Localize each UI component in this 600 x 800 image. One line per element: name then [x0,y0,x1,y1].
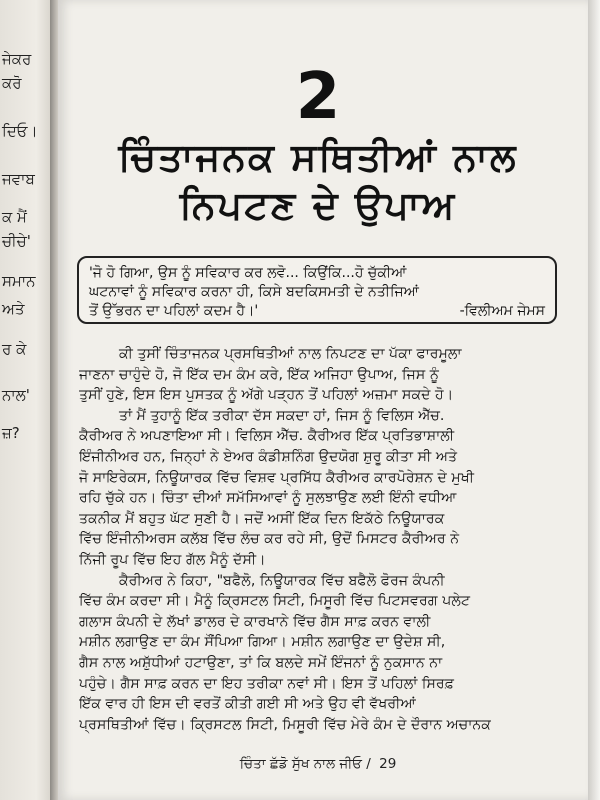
paragraph-line: ਵਿੱਚ ਕੰਮ ਕਰਦਾ ਸੀ। ਮੈਨੂੰ ਕ੍ਰਿਸਟਲ ਸਿਟੀ, ਮਿਸੂਰੀ ਵਿੱਚ ਪਿਟਸਵਰਗ ਪਲੇਟ [79,593,471,610]
paragraph-line: ਪਹੁੰਚੇ। ਗੈਸ ਸਾਫ਼ ਕਰਨ ਦਾ ਇਹ ਤਰੀਕਾ ਨਵਾਂ ਸੀ। ਇਸ ਤੋਂ ਪਹਿਲਾਂ ਸਿਰਫ਼ [79,675,455,692]
paragraph-line: ਮਸ਼ੀਨ ਲਗਾਉਣ ਦਾ ਕੰਮ ਸੌਂਪਿਆ ਗਿਆ। ਮਸ਼ੀਨ ਲਗਾਉਣ ਦਾ ਉਦੇਸ਼ ਸੀ, [79,634,446,651]
prev-page-fragment: ਜੇਕਰ [2,50,32,68]
body-text [79,344,557,735]
epigraph-line: 'ਜੋ ਹੋ ਗਿਆ, ਉਸ ਨੂੰ ਸਵਿਕਾਰ ਕਰ ਲਵੋ... ਕਿਉਂਕਿ...ਹੋ ਚੁੱਕੀਆਂ [89,265,407,281]
chapter-title [58,133,578,229]
previous-page-edge [0,0,52,800]
paragraph-line: ਕੈਰੀਅਰ ਨੇ ਕਿਹਾ, "ਬਫੈਲੋ, ਨਿਊਯਾਰਕ ਵਿੱਚ ਬਫੈਲੋ ਫੋਰਜ ਕੰਪਨੀ [119,572,445,589]
chapter-number: 2 [295,60,341,134]
running-title: ਚਿੰਤਾ ਛੱਡੋ ਸੁੱਖ ਨਾਲ ਜੀਓ [239,756,362,772]
paragraph-line: ਤਾਂ ਮੈਂ ਤੁਹਾਨੂੰ ਇੱਕ ਤਰੀਕਾ ਦੱਸ ਸਕਦਾ ਹਾਂ, ਜਿਸ ਨੂੰ ਵਿਲਿਸ ਐੱਚ. [119,407,445,424]
paragraph-line: ਕੀ ਤੁਸੀਂ ਚਿੰਤਾਜਨਕ ਪ੍ਰਸਥਿਤੀਆਂ ਨਾਲ ਨਿਪਟਣ ਦਾ ਪੱਕਾ ਫਾਰਮੂਲਾ [119,346,462,362]
paragraph-line: ਗੈਸ ਨਾਲ ਅਸ਼ੁੱਧੀਆਂ ਹਟਾਉਣਾ, ਤਾਂ ਕਿ ਬਲਦੇ ਸਮੇਂ ਇੰਜਨਾਂ ਨੂੰ ਨੁਕਸਾਨ ਨਾ [79,654,443,671]
paragraph-line: ਵਿੱਚ ਇੰਜੀਨੀਅਰਸ ਕਲੱਬ ਵਿੱਚ ਲੰਚ ਕਰ ਰਹੇ ਸੀ, ਉਦੋਂ ਮਿਸਟਰ ਕੈਰੀਅਰ ਨੇ [79,531,460,548]
prev-page-fragment: ਦਿਓ। [2,122,38,140]
paragraph-line: ਕੈਰੀਅਰ ਨੇ ਅਪਣਾਇਆ ਸੀ। ਵਿਲਿਸ ਐੱਚ. ਕੈਰੀਅਰ ਇੱਕ ਪ੍ਰਤਿਭਾਸ਼ਾਲੀ [79,428,455,445]
epigraph-line: ਘਟਨਾਵਾਂ ਨੂੰ ਸਵਿਕਾਰ ਕਰਨਾ ਹੀ, ਕਿਸੇ ਬਦਕਿਸਮਤੀ ਦੇ ਨਤੀਜਿਆਂ [89,284,419,300]
paragraph-line: ਰਹਿ ਚੁੱਕੇ ਹਨ। ਚਿੰਤਾ ਦੀਆਂ ਸਮੱਸਿਆਵਾਂ ਨੂੰ ਸੁਲਝਾਉਣ ਲਈ ਇੰਨੀ ਵਧੀਆ [79,490,457,507]
paragraph-line: ਗਲਾਸ ਕੰਪਨੀ ਦੇ ਲੱਖਾਂ ਡਾਲਰ ਦੇ ਕਾਰਖਾਨੇ ਵਿੱਚ ਗੈਸ ਸਾਫ਼ ਕਰਨ ਵਾਲੀ [79,613,431,630]
running-footer [58,756,578,772]
footer-separator: / [366,756,371,772]
prev-page-fragment: ਅਤੇ [2,300,25,318]
book-page [58,0,588,800]
paragraph-line: ਤੁਸੀਂ ਹੁਣੇ, ਇਸ ਇਸ ਪੁਸਤਕ ਨੂੰ ਅੱਗੇ ਪੜ੍ਹਨ ਤੋਂ ਪਹਿਲਾਂ ਅਜ਼ਮਾ ਸਕਦੇ ਹੋ। [79,387,454,404]
paragraph-line: ਤਕਨੀਕ ਮੈਂ ਬਹੁਤ ਘੱਟ ਸੁਣੀ ਹੈ। ਜਦੋਂ ਅਸੀਂ ਇੱਕ ਦਿਨ ਇਕੱਠੇ ਨਿਊਯਾਰਕ [79,510,445,527]
prev-page-fragment: ਸਮਾਨ [2,272,36,290]
chapter-title-line: ਨਿਪਟਣ ਦੇ ਉਪਾਅ [179,183,457,227]
page-number: 29 [379,756,397,772]
prev-page-fragment: ਜਵਾਬ [2,170,35,188]
prev-page-fragment: ਕ ਮੈਂ [2,208,27,226]
paragraph-line: ਇੰਜੀਨੀਅਰ ਹਨ, ਜਿਨ੍ਹਾਂ ਨੇ ਏਅਰ ਕੰਡੀਸ਼ਨਿੰਗ ਉਦਯੋਗ ਸ਼ੁਰੂ ਕੀਤਾ ਸੀ ਅਤੇ [79,448,458,465]
prev-page-fragment: ਨਾਲ' [2,386,30,404]
epigraph-line [89,302,545,321]
prev-page-fragment: ਜ਼? [2,424,20,442]
prev-page-fragment: ਕਰੋ [2,74,22,92]
prev-page-fragment: ਚੀਚੇ' [2,232,31,250]
chapter-title-line: ਚਿੰਤਾਜਨਕ ਸਥਿਤੀਆਂ ਨਾਲ [118,135,518,179]
prev-page-fragment: ਰ ਕੇ [2,340,27,358]
epigraph-attribution: -ਵਿਲੀਅਮ ਜੇਮਸ [459,303,545,319]
paragraph-line: ਨਿੱਜੀ ਰੂਪ ਵਿੱਚ ਇਹ ਗੱਲ ਮੈਨੂੰ ਦੱਸੀ। [79,551,266,568]
paragraph-line: ਜੋ ਸਾਇਰੇਕਸ, ਨਿਊਯਾਰਕ ਵਿੱਚ ਵਿਸ਼ਵ ਪ੍ਰਸਿੱਧ ਕੈਰੀਅਰ ਕਾਰਪੋਰੇਸ਼ਨ ਦੇ ਮੁਖੀ [79,469,474,486]
page-right-edge [588,0,600,800]
epigraph-text: ਤੋਂ ਉੱਭਰਨ ਦਾ ਪਹਿਲਾਂ ਕਦਮ ਹੈ।' [89,303,259,319]
paragraph-line: ਜਾਣਨਾ ਚਾਹੁੰਦੇ ਹੋ, ਜੋ ਇੱਕ ਦਮ ਕੰਮ ਕਰੇ, ਇੱਕ ਅਜਿਹਾ ਉਪਾਅ, ਜਿਸ ਨੂੰ [79,366,440,383]
paragraph-line: ਇੱਕ ਵਾਰ ਹੀ ਇਸ ਦੀ ਵਰਤੋਂ ਕੀਤੀ ਗਈ ਸੀ ਅਤੇ ਉਹ ਵੀ ਵੱਖਰੀਆਂ [79,696,416,713]
paragraph-line: ਪ੍ਰਸਥਿਤੀਆਂ ਵਿੱਚ। ਕ੍ਰਿਸਟਲ ਸਿਟੀ, ਮਿਸੂਰੀ ਵਿੱਚ ਮੇਰੇ ਕੰਮ ਦੇ ਦੌਰਾਨ ਅਚਾਨਕ [79,716,491,733]
epigraph-box [77,256,557,324]
